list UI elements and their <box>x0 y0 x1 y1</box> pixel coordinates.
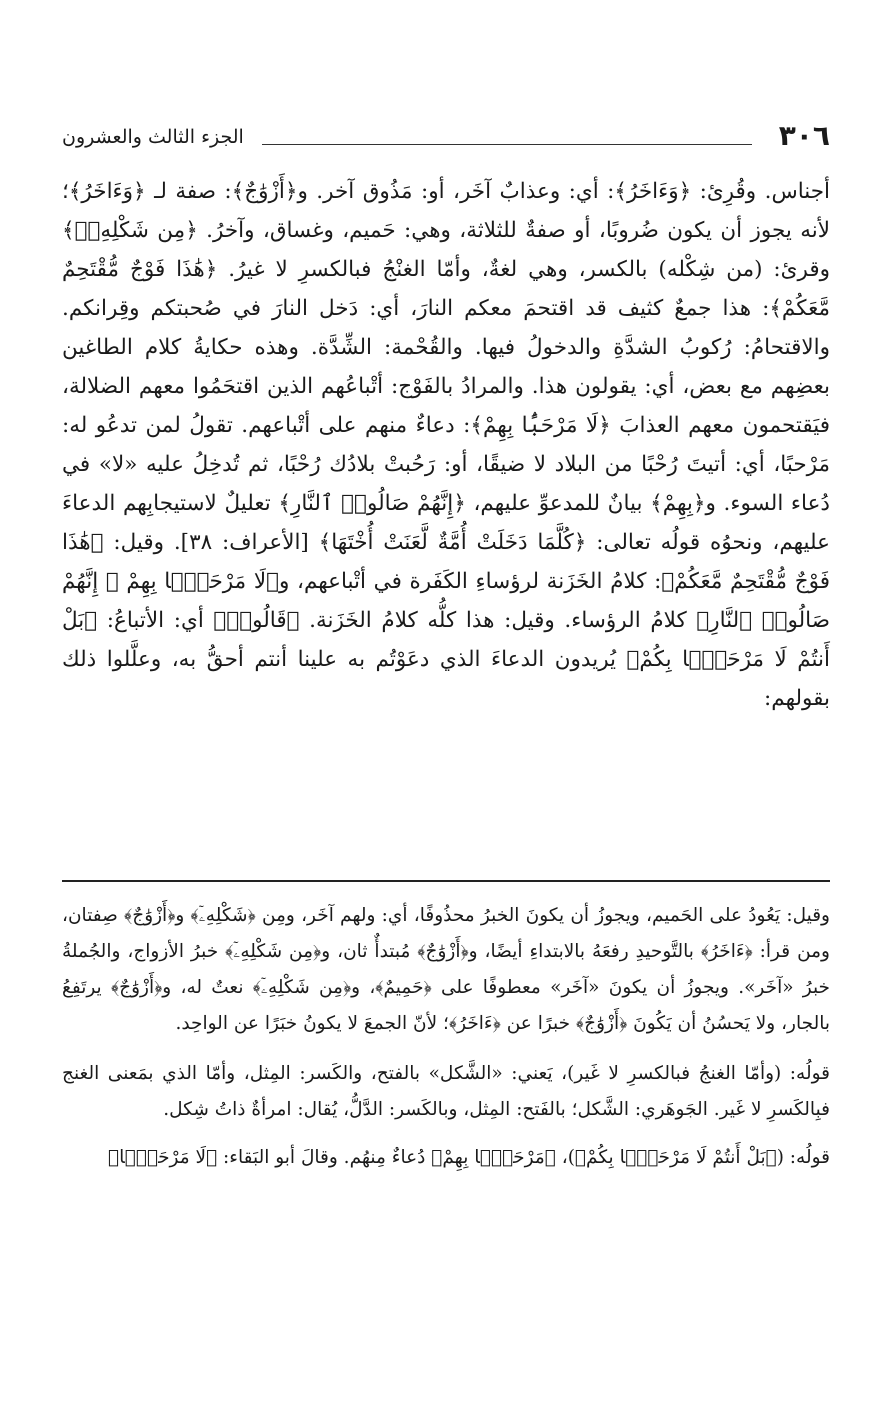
note-paragraph-1: وقيل: يَعُودُ على الحَميم، ويجوزُ أن يكونَ الخبرُ محذُوفًا، أي: ولهم آخَر، ومِن ﴿شَكْلِهِۦٓ﴾ و﴿أَزْوَٰجٌ﴾ صِفتان، ومن قرأ: ﴿ءَاخَرُ﴾ بالتَّوحيدِ رفعَهُ بالابتداءِ أيضًا، و﴿أَزْوَٰجٌ﴾ مُبتدأٌ ثان، و﴿مِن شَكْلِهِۦٓ﴾ خبرُ الأزواج، والجُملةُ خبرُ «آخَر». ويجوزُ أن يكونَ «آخَر» معطوفًا على ﴿حَمِيمٌ﴾، و﴿مِن شَكْلِهِۦٓ﴾ نعتٌ له، و﴿أَزْوَٰجٌ﴾ يرتَفِعُ بالجار، ولا يَحسُنُ أن يَكُونَ ﴿أَزْوَٰجٌ﴾ خبرًا عن ﴿ءَاخَرُ﴾؛ لأنّ الجمعَ لا يكونُ خبَرًا عن الواحِد. <box>62 905 830 1034</box>
main-text-block <box>62 172 830 718</box>
page-header <box>62 118 830 158</box>
note-paragraph-3: قولُه: (﴿بَلْ أَنتُمْ لَا مَرْحَبًۢا بِكُمْ﴾)، ﴿مَرْحَبًۢا بِهِمْ﴾ دُعاءٌ مِنهُم. وقالَ أبو البَقاء: ﴿لَا مَرْحَبًۢا﴾ <box>108 1147 830 1168</box>
main-text: أجناس. وقُرِئ: ﴿وَءَاخَرُ﴾: أي: وعذابٌ آخَر، أو: مَذُوق آخر. و﴿أَزْوَٰجٌ﴾: صفة لـ ﴿وَءَاخَرُ﴾؛ لأنه يجوز أن يكون ضُروبًا، أو صفةٌ للثلاثة، وهي: حَميم، وغساق، وآخرُ. ﴿مِن شَكْلِهِۦٓ﴾ وقرئ: (من شِكْله) بالكسر، وهي لغةٌ، وأمّا الغنْجُ فبالكسرِ لا غيرُ. ﴿هَٰذَا فَوْجٌ مُّقْتَحِمٌ مَّعَكُمْ﴾: هذا جمعٌ كثيف قد اقتحمَ معكم النارَ، أي: دَخل النارَ في صُحبتكم وقِرانكم. والاقتحامُ: رُكوبُ الشدَّةِ والدخولُ فيها. والقُحْمة: الشِّدَّة. وهذه حكايةُ كلام الطاغين بعضِهم مع بعض، أي: يقولون هذا. والمرادُ بالفَوْج: أتْباعُهم الذين اقتحَمُوا معهم الضلالة، فيَقتحمون معهم العذابَ ﴿لَا مَرْحَبًۢا بِهِمْ﴾: دعاءٌ منهم على أتْباعهم. تقولُ لمن تدعُو له: مَرْحبًا، أي: أتيتَ رُحْبًا من البلاد لا ضيقًا، أو: رَحُبتْ بلادُك رُحْبًا، ثم تُدخِلُ عليه «لا» في دُعاء السوء. و﴿بِهِمْ﴾ بيانٌ للمدعوِّ عليهم، ﴿إِنَّهُمْ صَالُوا۟ ٱلنَّارِ﴾ تعليلٌ لاستيجابِهم الدعاءَ عليهم، ونحوُه قولُه تعالى: ﴿كُلَّمَا دَخَلَتْ أُمَّةٌ لَّعَنَتْ أُخْتَهَا﴾ [الأعراف: ٣٨]. وقيل: ﴿هَٰذَا فَوْجٌ مُّقْتَحِمٌ مَّعَكُمْ﴾: كلامُ الخَزَنة لرؤساءِ الكَفَرة في أتْباعهم، و﴿لَا مَرْحَبًۢا بِهِمْ ۚ إِنَّهُمْ صَالُوا۟ ٱلنَّارِ﴾ كلامُ الرؤساء. وقيل: هذا كلُّه كلامُ الخَزَنة. ﴿قَالُوا۟﴾ أي: الأتباعُ: ﴿بَلْ أَنتُمْ لَا مَرْحَبًۢا بِكُمْ﴾ يُريدون الدعاءَ الذي دعَوْتُم به علينا أنتم أحقُّ به، وعلَّلوا ذلك بقولهم: <box>62 179 830 711</box>
running-title: الجزء الثالث والعشرون <box>62 126 244 148</box>
commentary-notes <box>62 898 830 1176</box>
footnote-divider <box>62 880 830 882</box>
page-number: ٣٠٦ <box>778 119 830 152</box>
header-rule <box>262 144 752 145</box>
note-paragraph-2: قولُه: (وأمّا الغنجُ فبالكسرِ لا غَير)، يَعني: «الشَّكل» بالفتح، والكَسر: المِثل، وأمّا الذي بمَعنى الغنج فبِالكَسرِ لا غَير. الجَوهَري: الشَّكل؛ بالفَتح: المِثل، وبالكَسر: الدَّلُّ، يُقال: امرأةٌ ذاتُ شِكل. <box>62 1063 830 1120</box>
